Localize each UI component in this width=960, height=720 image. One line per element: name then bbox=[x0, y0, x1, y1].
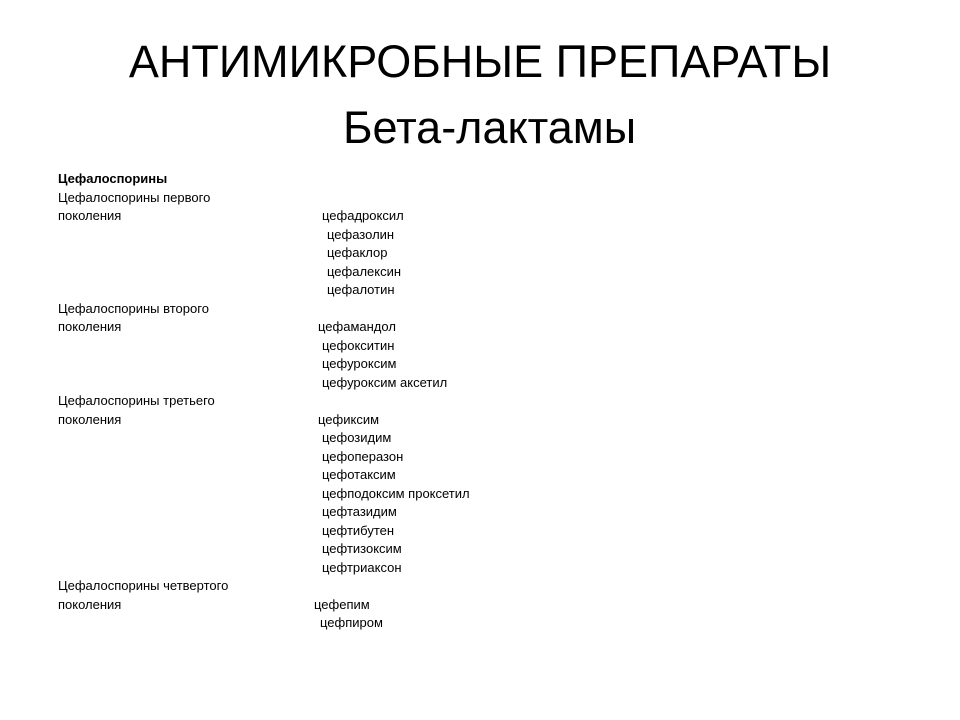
generation-label: Цефалоспорины второго bbox=[58, 301, 209, 316]
drug-item: цефаклор bbox=[327, 245, 388, 260]
drug-item: цефотаксим bbox=[322, 467, 396, 482]
drug-item: цефтриаксон bbox=[322, 560, 402, 575]
generation-label: поколения bbox=[58, 319, 122, 334]
drug-item: цефподоксим проксетил bbox=[322, 486, 470, 501]
section-heading: Цефалоспорины bbox=[58, 171, 168, 186]
drug-item: цефуроксим bbox=[322, 356, 397, 371]
drug-item: цефозидим bbox=[322, 430, 392, 445]
drug-item: цефтибутен bbox=[322, 523, 395, 538]
drug-item: цефиксим bbox=[318, 412, 380, 427]
generation-label: поколения bbox=[58, 412, 122, 427]
drug-item: цефтизоксим bbox=[322, 541, 402, 556]
drug-item: цефалексин bbox=[327, 264, 402, 279]
generation-label: поколения bbox=[58, 597, 122, 612]
drug-item: цефуроксим аксетил bbox=[322, 375, 448, 390]
slide-title: АНТИМИКРОБНЫЕ ПРЕПАРАТЫ bbox=[128, 36, 832, 87]
generation-label: Цефалоспорины первого bbox=[58, 190, 211, 205]
drug-item: цефокситин bbox=[322, 338, 395, 353]
drug-item: цефтазидим bbox=[322, 504, 397, 519]
generation-label: Цефалоспорины четвертого bbox=[58, 578, 229, 593]
drug-item: цефепим bbox=[314, 597, 370, 612]
drug-item: цефпиром bbox=[320, 615, 383, 630]
generation-label: Цефалоспорины третьего bbox=[58, 393, 215, 408]
drug-item: цефалотин bbox=[327, 282, 395, 297]
generation-label: поколения bbox=[58, 208, 122, 223]
drug-item: цефазолин bbox=[327, 227, 395, 242]
drug-item: цефоперазон bbox=[322, 449, 404, 464]
drug-item: цефадроксил bbox=[322, 208, 404, 223]
drug-item: цефамандол bbox=[318, 319, 396, 334]
slide-subtitle: Бета-лактамы bbox=[343, 102, 637, 153]
